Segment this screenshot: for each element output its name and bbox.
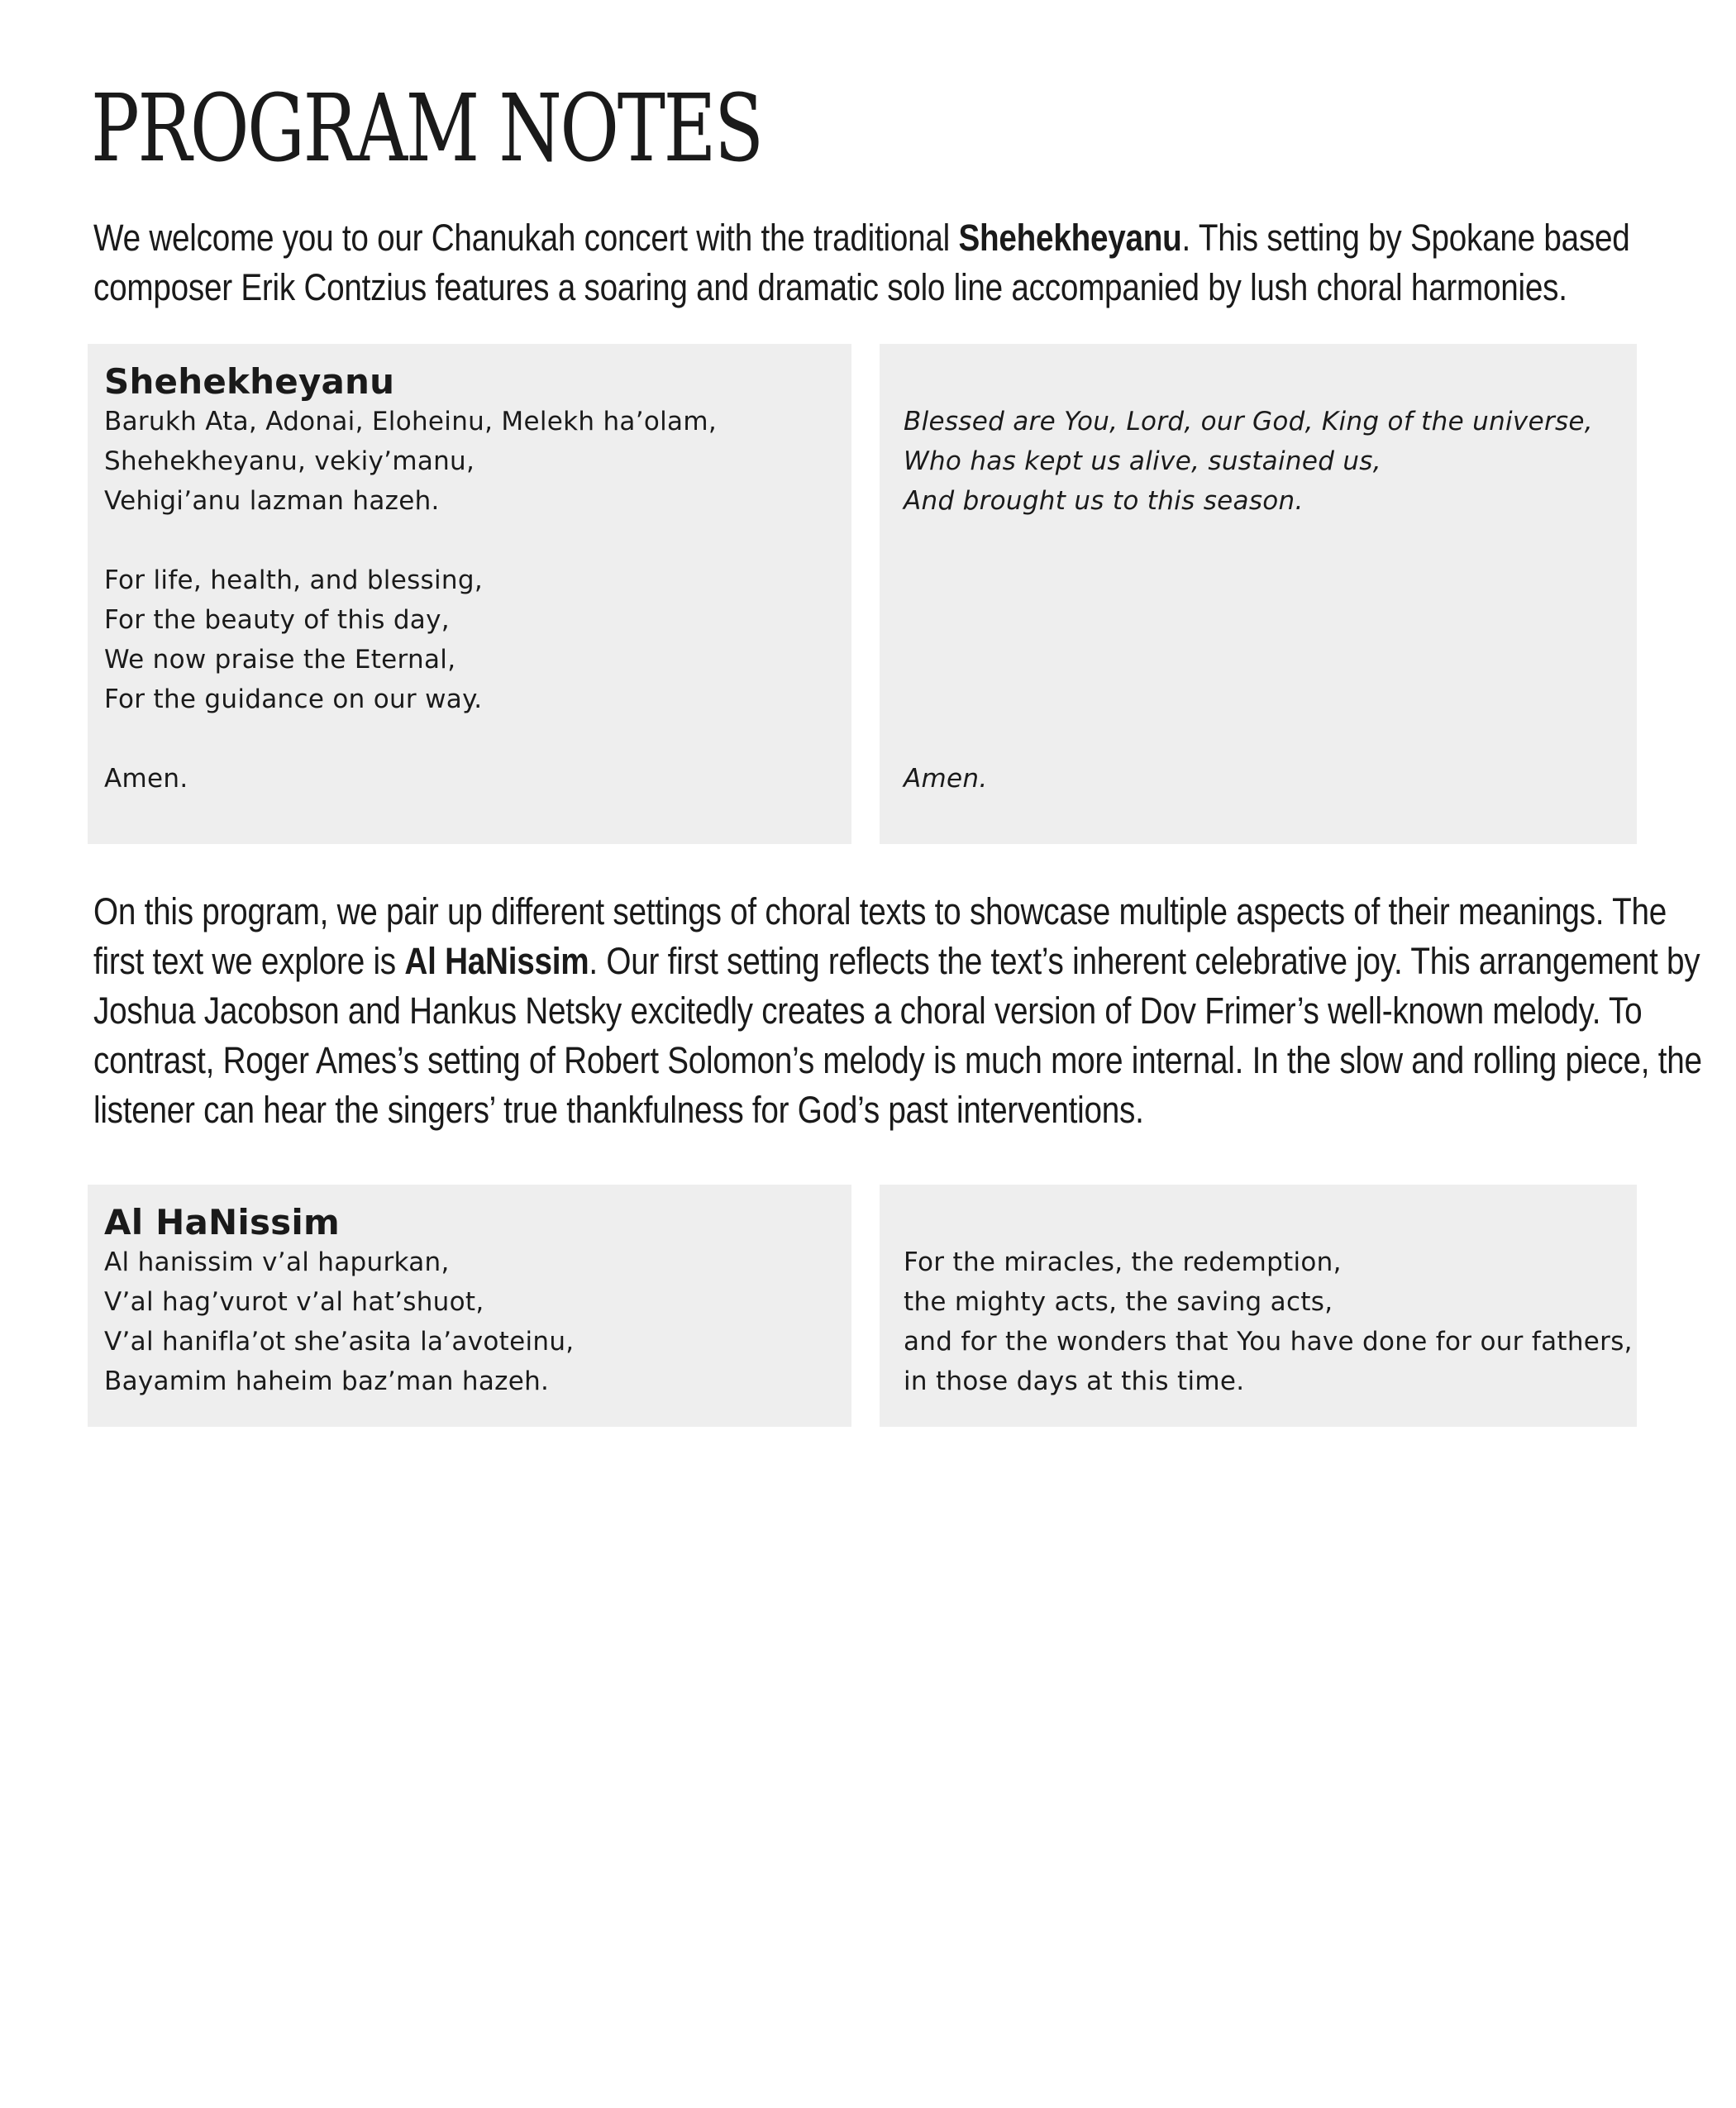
lyric-line: and for the wonders that You have done for our fathers,: [904, 1327, 1633, 1357]
program-text-start: On this program, we pair up different settings of choral texts to showcase multiple aspects of their meanings. The first text we explore is: [93, 890, 1667, 982]
lyric-line: V’al hag’vurot v’al hat’shuot,: [104, 1287, 484, 1317]
shehekheyanu-translation-box: [880, 344, 1637, 844]
page-title: PROGRAM NOTES: [91, 75, 762, 183]
lyric-line: For life, health, and blessing,: [104, 565, 483, 595]
lyric-line: [904, 719, 1620, 759]
lyric-line: For the guidance on our way.: [104, 684, 483, 714]
lyric-line: [904, 521, 1620, 560]
intro-piece-name: Shehekheyanu: [958, 217, 1182, 259]
lyric-line: And brought us to this season.: [904, 486, 1304, 516]
shehekheyanu-transliteration-lines: [104, 402, 835, 799]
lyric-line: Al hanissim v’al hapurkan,: [104, 1247, 450, 1277]
box-title-spacer: [904, 362, 1620, 402]
program-paragraph: [93, 887, 1721, 1135]
al-hanissim-transliteration-lines: [104, 1242, 835, 1401]
lyric-line: Amen.: [104, 764, 188, 794]
program-text-end: . Our first setting reflects the text’s inherent celebrative joy. This arrangement by Joshua Jacobson and Hankus Netsky excitedly creates a choral version of Dov Frimer’s well-known melody. To contrast, Roger Ames’s setting of Robert Solomon’s melody is much more internal. In the slow and rolling piece, the listener can hear the singers’ true thankfulness for God’s past interventions.: [93, 940, 1702, 1131]
lyric-line: the mighty acts, the saving acts,: [904, 1287, 1333, 1317]
program-piece-name: Al HaNissim: [404, 940, 589, 982]
intro-text-end: . This setting by Spokane based composer Erik Contzius features a soaring and dramatic solo line accompanied by lush choral harmonies.: [93, 217, 1630, 308]
lyric-line: Shehekheyanu, vekiy’manu,: [104, 446, 475, 476]
al-hanissim-transliteration-box: [88, 1185, 851, 1427]
lyric-line: [104, 521, 835, 560]
lyric-line: [904, 680, 1620, 719]
lyric-line: [904, 600, 1620, 640]
box-title-spacer: [904, 1203, 1620, 1242]
lyric-line: Who has kept us alive, sustained us,: [904, 446, 1381, 476]
shehekheyanu-translation-lines: [904, 402, 1620, 799]
lyric-line: Vehigi’anu lazman hazeh.: [104, 486, 440, 516]
al-hanissim-title: Al HaNissim: [104, 1202, 340, 1242]
lyric-line: For the miracles, the redemption,: [904, 1247, 1342, 1277]
lyric-line: in those days at this time.: [904, 1366, 1245, 1396]
lyric-line: [904, 560, 1620, 600]
lyric-line: For the beauty of this day,: [104, 605, 450, 635]
intro-paragraph: [93, 213, 1721, 312]
intro-text-start: We welcome you to our Chanukah concert with the traditional: [93, 217, 959, 259]
lyric-line: We now praise the Eternal,: [104, 645, 456, 675]
lyric-line: Blessed are You, Lord, our God, King of the universe,: [904, 407, 1593, 436]
al-hanissim-translation-box: [880, 1185, 1637, 1427]
lyric-line: [904, 640, 1620, 680]
lyric-line: [104, 719, 835, 759]
lyric-line: V’al hanifla’ot she’asita la’avoteinu,: [104, 1327, 575, 1357]
shehekheyanu-transliteration-box: [88, 344, 851, 844]
al-hanissim-translation-lines: [904, 1242, 1633, 1401]
lyric-line: Barukh Ata, Adonai, Eloheinu, Melekh ha’olam,: [104, 407, 717, 436]
lyric-line: Bayamim haheim baz’man hazeh.: [104, 1366, 550, 1396]
shehekheyanu-title: Shehekheyanu: [104, 361, 395, 402]
lyric-line: Amen.: [904, 764, 988, 794]
